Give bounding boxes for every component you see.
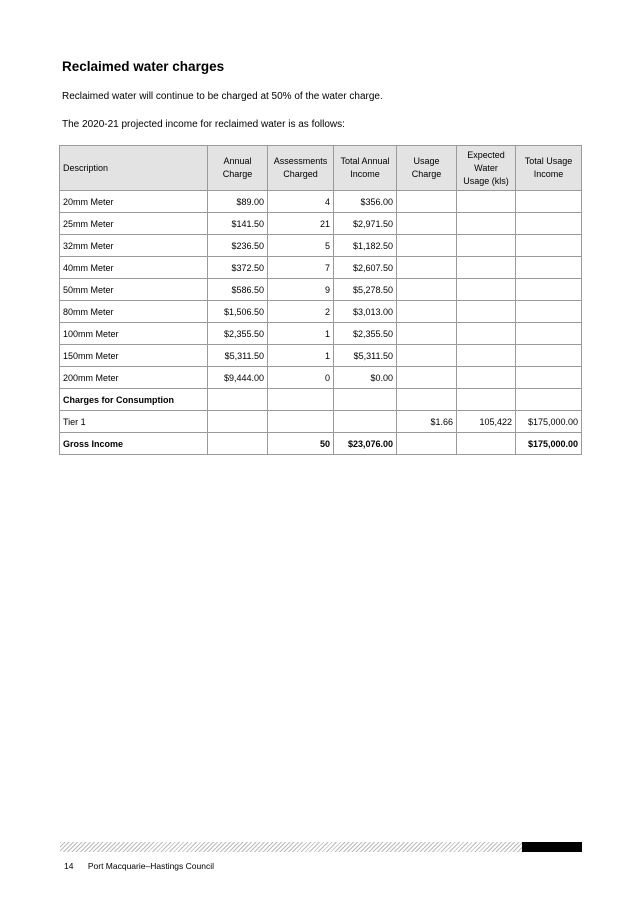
table-cell — [457, 191, 516, 213]
table-cell: $1,506.50 — [208, 301, 268, 323]
table-row — [60, 257, 582, 279]
table-cell: 5 — [268, 235, 334, 257]
table-cell — [268, 411, 334, 433]
table-cell: 4 — [268, 191, 334, 213]
table-row — [60, 389, 582, 411]
projection-paragraph: The 2020-21 projected income for reclaimed water is as follows: — [62, 119, 345, 130]
table-cell: Charges for Consumption — [60, 389, 208, 411]
table-cell: $372.50 — [208, 257, 268, 279]
table-cell: $2,971.50 — [334, 213, 397, 235]
table-cell: $89.00 — [208, 191, 268, 213]
table-cell — [397, 257, 457, 279]
table-cell: 150mm Meter — [60, 345, 208, 367]
table-cell: 0 — [268, 367, 334, 389]
table-cell: $5,311.50 — [208, 345, 268, 367]
table-cell: $23,076.00 — [334, 433, 397, 455]
table-cell — [516, 345, 582, 367]
table-cell — [457, 389, 516, 411]
table-cell: 1 — [268, 345, 334, 367]
table-cell: 21 — [268, 213, 334, 235]
table-cell — [457, 235, 516, 257]
table-cell: 100mm Meter — [60, 323, 208, 345]
table-row — [60, 367, 582, 389]
table-cell: $3,013.00 — [334, 301, 397, 323]
table-row — [60, 301, 582, 323]
table-cell: $5,311.50 — [334, 345, 397, 367]
table-cell: 25mm Meter — [60, 213, 208, 235]
table-cell — [457, 279, 516, 301]
table-cell: 105,422 — [457, 411, 516, 433]
table-cell — [397, 301, 457, 323]
table-cell: Tier 1 — [60, 411, 208, 433]
table-cell: $2,355.50 — [334, 323, 397, 345]
table-cell: $0.00 — [334, 367, 397, 389]
table-cell — [268, 389, 334, 411]
page-footer — [64, 861, 214, 871]
table-cell: 20mm Meter — [60, 191, 208, 213]
table-row — [60, 323, 582, 345]
table-cell — [457, 301, 516, 323]
table-cell: $586.50 — [208, 279, 268, 301]
table-cell — [457, 213, 516, 235]
table-cell: 40mm Meter — [60, 257, 208, 279]
column-header: Description — [60, 146, 208, 191]
table-cell: $2,355.50 — [208, 323, 268, 345]
table-cell: $356.00 — [334, 191, 397, 213]
table-cell — [516, 191, 582, 213]
table-cell: $2,607.50 — [334, 257, 397, 279]
column-header: Assessments Charged — [268, 146, 334, 191]
table-row — [60, 191, 582, 213]
table-cell — [334, 389, 397, 411]
table-row — [60, 213, 582, 235]
table-cell — [208, 411, 268, 433]
table-cell: 80mm Meter — [60, 301, 208, 323]
table-cell: $175,000.00 — [516, 411, 582, 433]
table-cell — [208, 433, 268, 455]
table-cell — [334, 411, 397, 433]
table-cell — [397, 389, 457, 411]
table-cell: 32mm Meter — [60, 235, 208, 257]
table-cell: 9 — [268, 279, 334, 301]
table-cell — [516, 389, 582, 411]
table-cell — [397, 345, 457, 367]
table-cell: 7 — [268, 257, 334, 279]
table-cell: $141.50 — [208, 213, 268, 235]
table-cell — [516, 213, 582, 235]
table-cell — [397, 433, 457, 455]
table-row — [60, 433, 582, 455]
table-cell: $236.50 — [208, 235, 268, 257]
intro-paragraph: Reclaimed water will continue to be charged at 50% of the water charge. — [62, 91, 383, 102]
table-cell — [516, 323, 582, 345]
column-header: Annual Charge — [208, 146, 268, 191]
page-title: Reclaimed water charges — [62, 59, 225, 74]
table-row — [60, 345, 582, 367]
table-cell — [516, 235, 582, 257]
table-cell: 200mm Meter — [60, 367, 208, 389]
table-cell — [457, 433, 516, 455]
table-cell — [516, 301, 582, 323]
table-cell — [457, 345, 516, 367]
table-cell — [516, 257, 582, 279]
table-cell — [457, 323, 516, 345]
reclaimed-water-table — [59, 145, 582, 455]
table-row — [60, 235, 582, 257]
table-cell — [457, 257, 516, 279]
table-cell: 50 — [268, 433, 334, 455]
footer-organisation: Port Macquarie–Hastings Council — [87, 861, 214, 871]
table-cell — [516, 279, 582, 301]
table-cell — [516, 367, 582, 389]
column-header: Expected Water Usage (kls) — [457, 146, 516, 191]
table-cell — [397, 213, 457, 235]
table-cell — [397, 279, 457, 301]
table-cell — [208, 389, 268, 411]
table-cell — [397, 191, 457, 213]
table-header-row — [60, 146, 582, 191]
table-cell: 1 — [268, 323, 334, 345]
table-cell — [457, 367, 516, 389]
table-cell: $5,278.50 — [334, 279, 397, 301]
column-header: Total Annual Income — [334, 146, 397, 191]
table-cell: $175,000.00 — [516, 433, 582, 455]
table-cell: 50mm Meter — [60, 279, 208, 301]
column-header: Total Usage Income — [516, 146, 582, 191]
table-row — [60, 279, 582, 301]
page-number: 14 — [64, 861, 74, 871]
table-cell: $1.66 — [397, 411, 457, 433]
table-cell — [397, 367, 457, 389]
table-cell: 2 — [268, 301, 334, 323]
footer-pattern-band — [60, 842, 582, 852]
table-row — [60, 411, 582, 433]
table-cell: Gross Income — [60, 433, 208, 455]
table-cell: $1,182.50 — [334, 235, 397, 257]
table-cell — [397, 323, 457, 345]
table-cell: $9,444.00 — [208, 367, 268, 389]
table-cell — [397, 235, 457, 257]
column-header: Usage Charge — [397, 146, 457, 191]
